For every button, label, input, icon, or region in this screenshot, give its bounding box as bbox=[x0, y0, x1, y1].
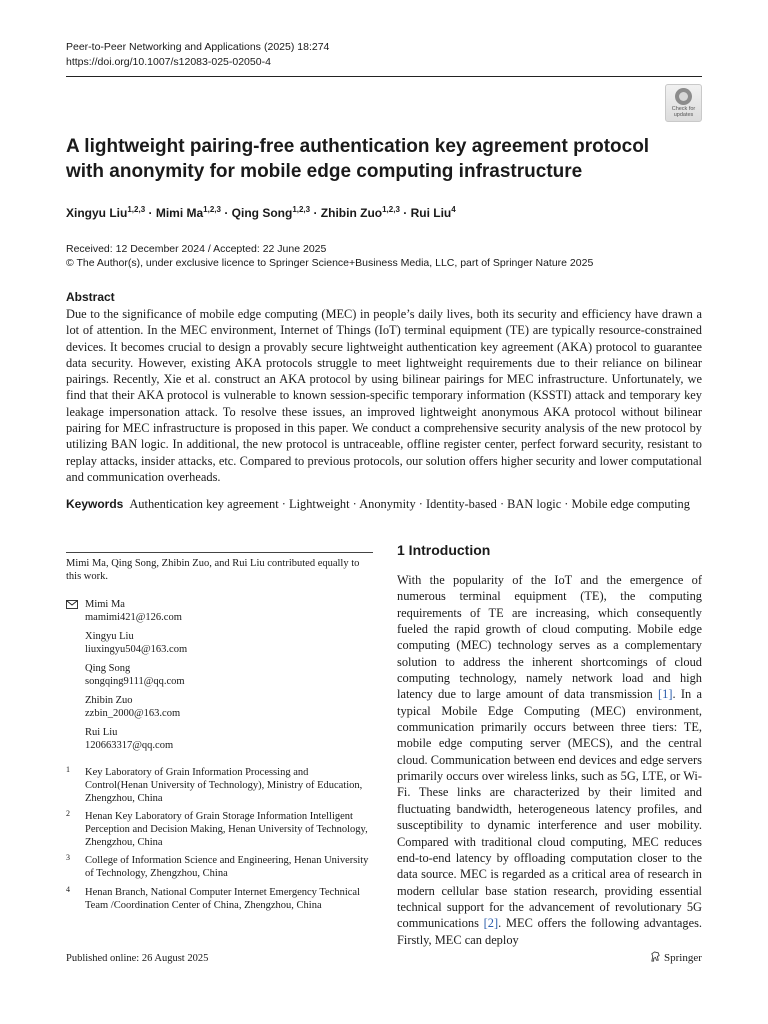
author-affiliation-marker: 1,2,3 bbox=[203, 205, 221, 214]
publisher-logo bbox=[650, 951, 702, 964]
affiliation-number: 3 bbox=[66, 853, 70, 862]
contact-entry bbox=[85, 662, 373, 688]
author-affiliation-marker: 1,2,3 bbox=[292, 205, 311, 214]
contact-entry bbox=[85, 630, 373, 656]
affiliation bbox=[66, 810, 373, 849]
author-affiliation-marker: 1,2,3 bbox=[382, 205, 400, 214]
publisher-name: Springer bbox=[664, 952, 702, 964]
author-affiliation-marker: 4 bbox=[451, 205, 456, 214]
contact-entry bbox=[85, 726, 373, 752]
affiliation-text: College of Information Science and Engineering, Henan University of Technology, Zhengzhou, China bbox=[85, 855, 369, 879]
contact-entry bbox=[85, 694, 373, 720]
affiliation-text: Henan Key Laboratory of Grain Storage Information Intelligent Perception and Decision Making, Henan University of Technology, Zhengzhou, China bbox=[85, 811, 368, 848]
check-for-updates-badge[interactable] bbox=[665, 84, 702, 122]
contact-email[interactable]: liuxingyu504@163.com bbox=[85, 644, 188, 655]
author-name[interactable]: Rui Liu bbox=[410, 206, 452, 220]
paper-title bbox=[66, 134, 666, 184]
header-rule bbox=[66, 76, 702, 77]
abstract-text: Due to the significance of mobile edge computing (MEC) in people’s daily lives, both its security and efficiency have drawn a lot of attention. In the MEC environment, Internet of Things (IoT) terminal equipment (TE) are typically resource-constrained devices. It becomes crucial to design a provably secure lightweight authentication key agreement (AKA) protocol to guarantee data security. However, existing AKA protocols struggle to meet lightweight requirements due to their reliance on bilinear pairings. Recently, Xie et al. construct an AKA protocol by using bilinear pairings for MEC infrastructure. Unfortunately, we find that their AKA protocol is vulnerable to known session-specific temporary information (KSSTI) attack and temporary key leakage impersonation attack. To resolve these issues, an improved lightweight anonymous AKA protocol without bilinear pairing for MEC infrastructure is proposed in this paper. We conduct a comprehensive security analysis of the new protocol by utilizing BAN logic. In additional, the new protocol is untraceable, offline register center, perfect forward security, resistant to replay attacks, insider attacks, etc. Compared to previous protocols, our solution offers higher security and lower computational and communication overheads. bbox=[66, 307, 702, 484]
contact-list bbox=[85, 598, 373, 758]
copyright-line: © The Author(s), under exclusive licence to Springer Science+Business Media, LLC, part of Springer Nature 2025 bbox=[66, 257, 594, 269]
affiliation-number: 4 bbox=[66, 885, 70, 894]
author-name[interactable]: Xingyu Liu bbox=[66, 206, 128, 220]
contact-email[interactable]: songqing9111@qq.com bbox=[85, 676, 185, 687]
section-heading-introduction: 1 Introduction bbox=[397, 542, 491, 558]
title-line-1: A lightweight pairing-free authentication key agreement protocol bbox=[66, 136, 650, 157]
footnote-rule bbox=[66, 552, 373, 553]
envelope-icon bbox=[66, 600, 78, 612]
journal-header bbox=[66, 40, 329, 70]
abstract-heading: Abstract bbox=[66, 290, 115, 304]
citation-link[interactable]: [2] bbox=[483, 916, 499, 931]
affiliation-number: 2 bbox=[66, 809, 70, 818]
journal-volume: (2025) 18:274 bbox=[264, 41, 330, 53]
contact-name: Mimi Ma bbox=[85, 599, 125, 610]
contact-name: Rui Liu bbox=[85, 727, 118, 738]
intro-paragraph-part: . MEC offers the following advantages. Firstly, MEC can deploy bbox=[397, 916, 703, 947]
affiliation bbox=[66, 854, 373, 880]
title-line-2: with anonymity for mobile edge computing infrastructure bbox=[66, 161, 583, 182]
badge-text-1: Check for bbox=[671, 106, 696, 112]
affiliation-text: Henan Branch, National Computer Internet Emergency Technical Team /Coordination Center of China, Zhengzhou, China bbox=[85, 887, 360, 911]
affiliation bbox=[66, 886, 373, 912]
contact-email[interactable]: zzbin_2000@163.com bbox=[85, 708, 181, 719]
contact-name: Qing Song bbox=[85, 663, 131, 674]
author-name[interactable]: Qing Song bbox=[231, 206, 293, 220]
contact-email[interactable]: 120663317@qq.com bbox=[85, 740, 174, 751]
affiliation-text: Key Laboratory of Grain Information Processing and Control(Henan University of Technology), Ministry of Education, Zhengzhou, China bbox=[85, 767, 363, 804]
author-name[interactable]: Zhibin Zuo bbox=[320, 206, 383, 220]
springer-horse-icon bbox=[650, 951, 661, 962]
contact-email[interactable]: mamimi421@126.com bbox=[85, 612, 182, 623]
journal-name: Peer-to-Peer Networking and Applications bbox=[66, 41, 261, 53]
intro-paragraph-part: With the popularity of the IoT and the emergence of numerous terminal equipment (TE), the computing requirements of TE are increasing, which consequently fueled the rapid growth of cloud computing. Mobile edge computing (MEC) technology serves as a complementary solution to address the inherent shortcomings of cloud computing technology, namely network load and high latency due to large amount of data transmission bbox=[397, 573, 702, 702]
keywords-text: Authentication key agreement · Lightweight · Anonymity · Identity-based · BAN logic · Mobile edge computing bbox=[129, 497, 690, 511]
affiliation bbox=[66, 766, 373, 805]
citation-link[interactable]: [1] bbox=[658, 687, 673, 702]
contact-entry bbox=[85, 598, 373, 624]
check-for-updates-icon bbox=[675, 88, 692, 105]
badge-text-2: updates bbox=[673, 112, 694, 118]
received-accepted: Received: 12 December 2024 / Accepted: 22 June 2025 bbox=[66, 243, 327, 255]
contact-name: Xingyu Liu bbox=[85, 631, 134, 642]
affiliation-number: 1 bbox=[66, 765, 70, 774]
intro-paragraph-part: . In a typical Mobile Edge Computing (MEC) environment, communication primarily occurs between three tiers: TE, mobile edge computing server (MECS), and the central cloud. Communication between end devices and edge servers primarily occurs over wireless links, such as 5G, LTE, or Wi-Fi. These links are characterized by their limited and fluctuating bandwidth, heterogeneous latency profiles, and susceptibility to dynamic interference and user mobility. Compared with traditional cloud computing, MEC reduces end-to-end latency by offloading computation closer to the data source. MEC is regarded as a critical area of research in modern cellular base station research, providing essential technical support for the advancement of revolutionary 5G communications bbox=[397, 687, 702, 931]
author-affiliation-marker: 1,2,3 bbox=[127, 205, 146, 214]
author-name[interactable]: Mimi Ma bbox=[155, 206, 204, 220]
keywords-label: Keywords bbox=[66, 497, 124, 511]
author-list: Xingyu Liu$^{1,2,3}$ · Mimi Ma$^{1,2,3}$ · Qing Song$^{1,2,3}$ · Zhibin Zuo$^{1,2,3}$ · Rui Liu$^4$ bbox=[66, 205, 456, 220]
published-online: Published online: 26 August 2025 bbox=[66, 953, 209, 964]
equal-contribution-note: Mimi Ma, Qing Song, Zhibin Zuo, and Rui Liu contributed equally to this work. bbox=[66, 558, 360, 582]
publication-dates bbox=[66, 242, 593, 270]
keywords bbox=[66, 496, 690, 512]
doi-link[interactable]: https://doi.org/10.1007/s12083-025-02050-4 bbox=[66, 56, 271, 68]
contact-name: Zhibin Zuo bbox=[85, 695, 133, 706]
introduction-text bbox=[397, 572, 702, 948]
